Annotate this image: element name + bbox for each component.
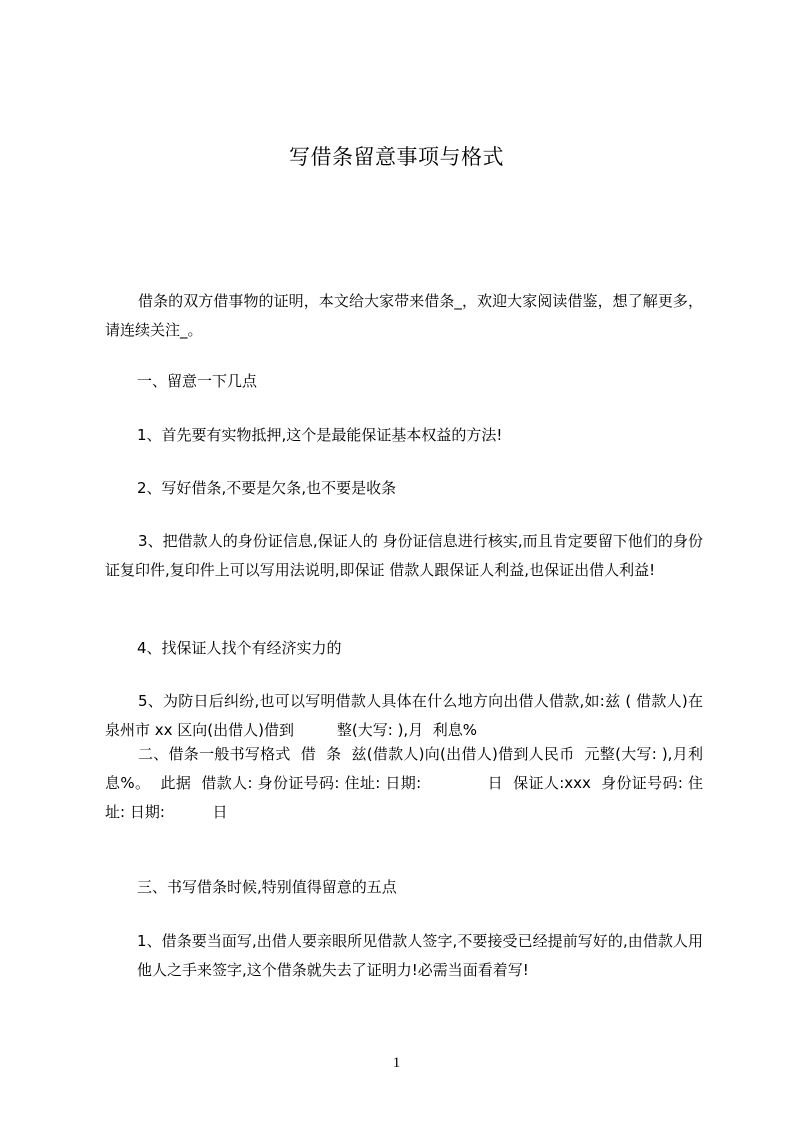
list-item-3: 3、把借款人的身份证信息,保证人的 身份证信息进行核实,而且肯定要留下他们的身份证复印件,复印件上可以写用法说明,即保证 借款人跟保证人利益,也保证出借人利益!	[105, 532, 703, 579]
section-heading-2: 二、借条一般书写格式 借 条 兹(借款人)向(出借人)借到人民币 元整(大写: ),月利息%。 此据 借款人: 身份证号码: 住址: 日期: 日 保证人:xxx 身份证号码: 住址: 日期: 日	[105, 745, 703, 821]
section-heading-1: 一、留意一下几点	[137, 372, 258, 390]
list-item-4: 4、找保证人找个有经济实力的	[137, 639, 342, 657]
section-heading-3: 三、书写借条时候,特别值得留意的五点	[137, 878, 397, 896]
list-item-1: 1、首先要有实物抵押,这个是最能保证基本权益的方法!	[137, 426, 503, 444]
document-title: 写借条留意事项与格式	[289, 145, 504, 169]
section-3-item-1: 1、借条要当面写,出借人要亲眼所见借款人签字,不要接受已经提前写好的,由借款人用他人之手来签字,这个借条就失去了证明力!必需当面看着写!	[137, 932, 703, 979]
intro-paragraph: 借条的双方借事物的证明，本文给大家带来借条_，欢迎大家阅读借鉴，想了解更多，请连续关注_。	[105, 292, 703, 339]
page-number: 1	[392, 1055, 401, 1071]
list-item-5: 5、为防日后纠纷,也可以写明借款人具体在什么地方向出借人借款,如:兹 ( 借款人)在泉州市 xx 区向(出借人)借到 整(大写: ),月 利息%	[105, 692, 703, 739]
list-item-2: 2、写好借条,不要是欠条,也不要是收条	[137, 479, 397, 497]
